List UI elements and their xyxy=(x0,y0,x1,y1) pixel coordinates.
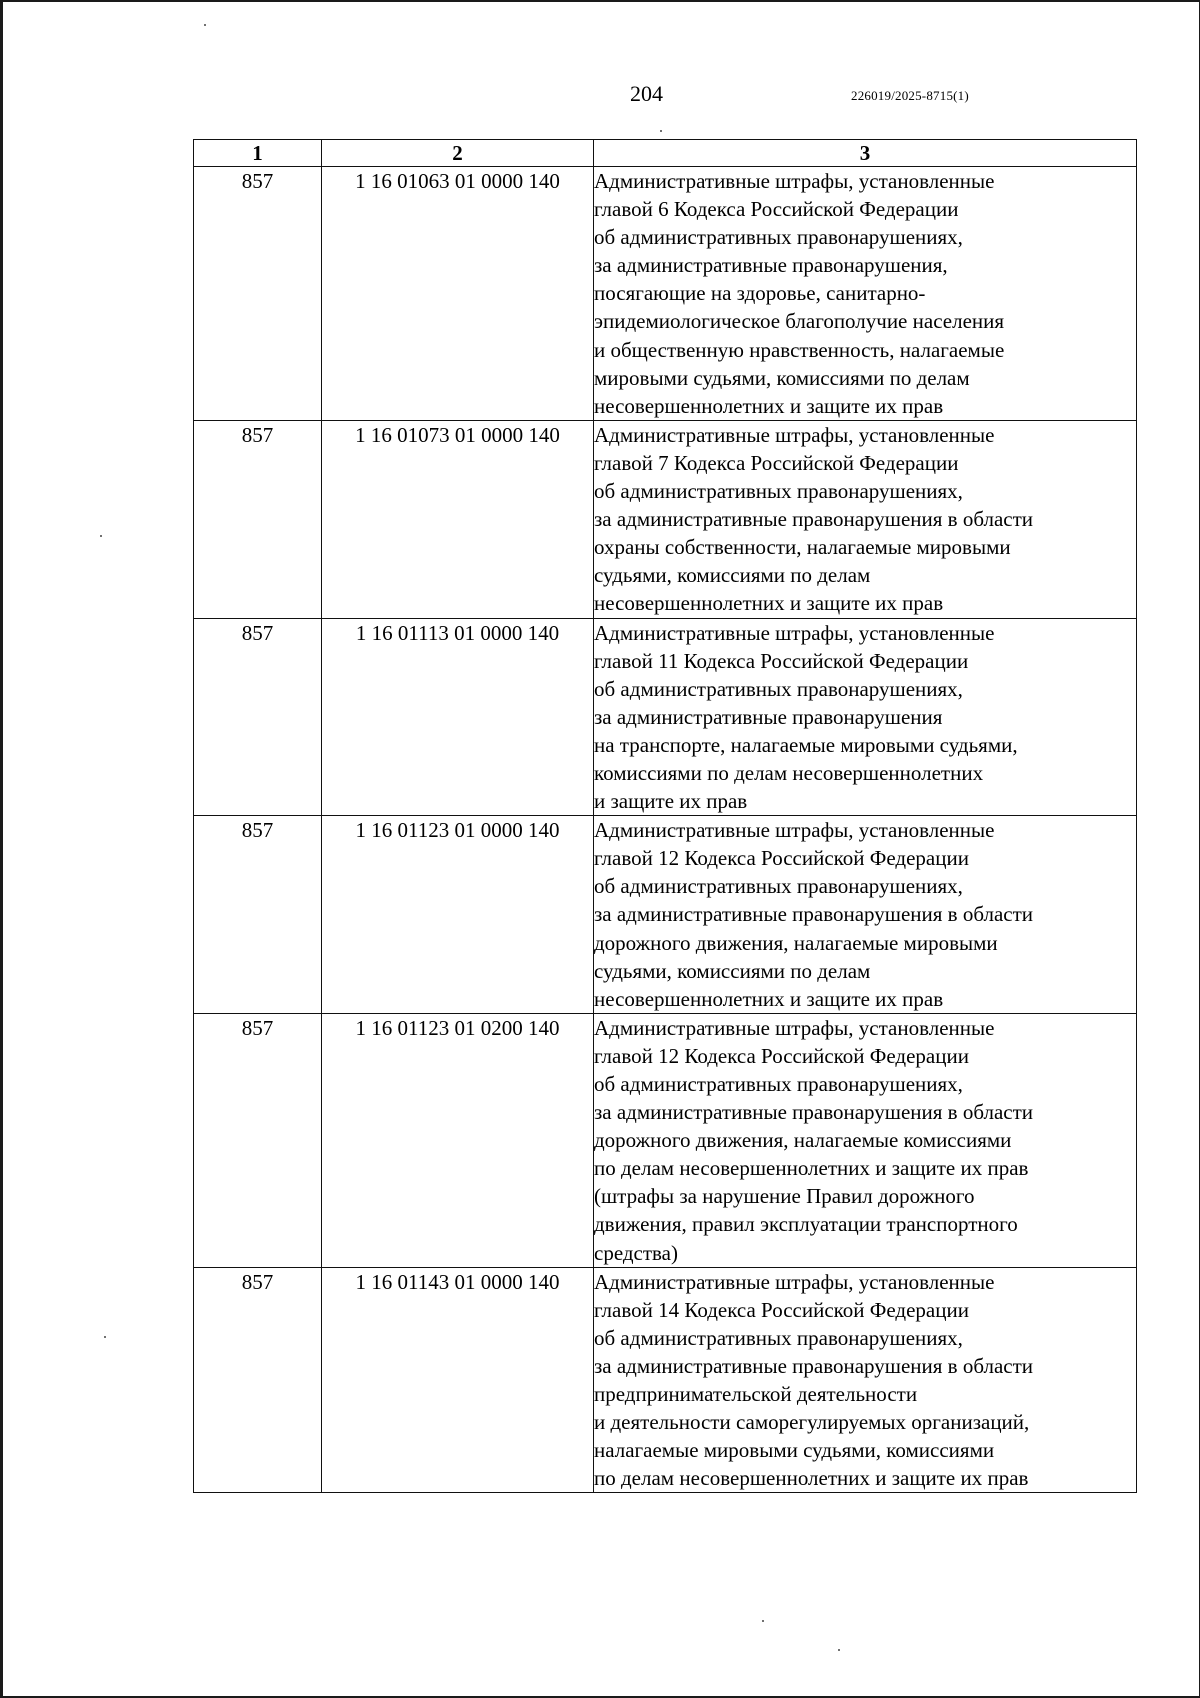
description-line: об административных правонарушениях, xyxy=(594,1072,963,1096)
description-line: за административные правонарушения в области xyxy=(594,902,1034,927)
description-cell xyxy=(594,816,1137,1014)
column-header: 1 xyxy=(194,140,322,167)
budget-code-cell: 1 16 01123 01 0200 140 xyxy=(322,1013,594,1267)
description-cell xyxy=(594,1013,1137,1267)
scan-speck xyxy=(204,24,206,26)
table-row xyxy=(194,618,1137,816)
description-line: об административных правонарушениях, xyxy=(594,479,963,504)
budget-code-cell: 1 16 01143 01 0000 140 xyxy=(322,1267,594,1493)
description-line: за административные правонарушения в области xyxy=(594,1100,1034,1125)
budget-code-cell: 1 16 01073 01 0000 140 xyxy=(322,420,594,618)
table-row xyxy=(194,1013,1137,1267)
table-row xyxy=(194,1267,1137,1493)
description-line: главой 7 Кодекса Российской Федерации xyxy=(594,450,959,475)
admin-code-cell: 857 xyxy=(194,618,322,816)
column-header: 3 xyxy=(594,140,1137,167)
description-line: эпидемиологическое благополучие населения xyxy=(594,309,1005,334)
description-line: несовершеннолетних и защите их прав xyxy=(594,986,944,1011)
description-line: главой 11 Кодекса Российской Федерации xyxy=(594,648,969,673)
document-id: 226019/2025-8715(1) xyxy=(851,88,969,103)
budget-code-cell: 1 16 01113 01 0000 140 xyxy=(322,618,594,816)
description-line: движения, правил эксплуатации транспортного xyxy=(594,1212,1018,1237)
description-line: мировыми судьями, комиссиями по делам xyxy=(594,365,970,390)
description-line: на транспорте, налагаемые мировыми судьями, xyxy=(594,732,1018,757)
admin-code-cell: 857 xyxy=(194,420,322,618)
description-line: Административные штрафы, установленные xyxy=(594,818,995,843)
description-line: по делам несовершеннолетних и защите их прав xyxy=(594,1156,1029,1181)
description-line: предпринимательской деятельности xyxy=(594,1382,918,1407)
table-row xyxy=(194,816,1137,1014)
budget-codes-table xyxy=(193,139,1137,1493)
description-line: несовершеннолетних и защите их прав xyxy=(594,591,944,616)
description-line: Административные штрафы, установленные xyxy=(594,1015,995,1040)
description-cell xyxy=(594,1267,1137,1493)
admin-code-cell: 857 xyxy=(194,167,322,421)
description-line: налагаемые мировыми судьями, комиссиями xyxy=(594,1438,995,1463)
description-line: главой 12 Кодекса Российской Федерации xyxy=(594,846,969,871)
description-line: по делам несовершеннолетних и защите их прав xyxy=(594,1466,1029,1491)
scan-top-edge xyxy=(40,0,1200,2)
description-line: главой 14 Кодекса Российской Федерации xyxy=(594,1297,969,1322)
description-cell xyxy=(594,167,1137,421)
description-line: и общественную нравственность, налагаемые xyxy=(594,337,1005,362)
description-line: судьями, комиссиями по делам xyxy=(594,563,871,588)
description-line: средства) xyxy=(594,1240,678,1265)
scan-speck xyxy=(660,130,662,132)
table-row xyxy=(194,167,1137,421)
description-line: об административных правонарушениях, xyxy=(594,225,963,250)
description-line: Административные штрафы, установленные xyxy=(594,169,995,193)
description-line: посягающие на здоровье, санитарно- xyxy=(594,281,926,306)
table-row xyxy=(194,420,1137,618)
description-line: за административные правонарушения в области xyxy=(594,1353,1034,1378)
description-line: Административные штрафы, установленные xyxy=(594,620,995,645)
scan-speck xyxy=(104,1336,106,1338)
description-line: охраны собственности, налагаемые мировыми xyxy=(594,535,1011,560)
scan-speck xyxy=(838,1649,840,1651)
description-line: за административные правонарушения в области xyxy=(594,507,1034,532)
description-line: дорожного движения, налагаемые комиссиями xyxy=(594,1128,1012,1153)
description-line: дорожного движения, налагаемые мировыми xyxy=(594,930,998,955)
description-line: Административные штрафы, установленные xyxy=(594,1269,995,1294)
admin-code-cell: 857 xyxy=(194,816,322,1014)
budget-code-cell: 1 16 01063 01 0000 140 xyxy=(322,167,594,421)
description-line: (штрафы за нарушение Правил дорожного xyxy=(594,1184,975,1209)
description-line: главой 12 Кодекса Российской Федерации xyxy=(594,1043,969,1068)
scan-speck xyxy=(100,535,102,537)
description-line: за административные правонарушения xyxy=(594,704,943,729)
description-line: и деятельности саморегулируемых организаций, xyxy=(594,1410,1030,1435)
scan-speck xyxy=(762,1620,764,1622)
description-line: главой 6 Кодекса Российской Федерации xyxy=(594,197,959,222)
description-cell xyxy=(594,420,1137,618)
description-line: несовершеннолетних и защите их прав xyxy=(594,393,944,418)
admin-code-cell: 857 xyxy=(194,1267,322,1493)
description-line: об административных правонарушениях, xyxy=(594,676,963,701)
budget-code-cell: 1 16 01123 01 0000 140 xyxy=(322,816,594,1014)
table-header-row xyxy=(194,140,1137,167)
admin-code-cell: 857 xyxy=(194,1013,322,1267)
page-number: 204 xyxy=(630,81,663,106)
description-line: об административных правонарушениях, xyxy=(594,1325,963,1350)
description-line: комиссиями по делам несовершеннолетних xyxy=(594,760,984,785)
column-header: 2 xyxy=(322,140,594,167)
description-cell xyxy=(594,618,1137,816)
description-line: судьями, комиссиями по делам xyxy=(594,958,871,983)
description-line: Административные штрафы, установленные xyxy=(594,422,995,447)
description-line: за административные правонарушения, xyxy=(594,253,948,278)
description-line: об административных правонарушениях, xyxy=(594,874,963,899)
description-line: и защите их прав xyxy=(594,789,748,814)
